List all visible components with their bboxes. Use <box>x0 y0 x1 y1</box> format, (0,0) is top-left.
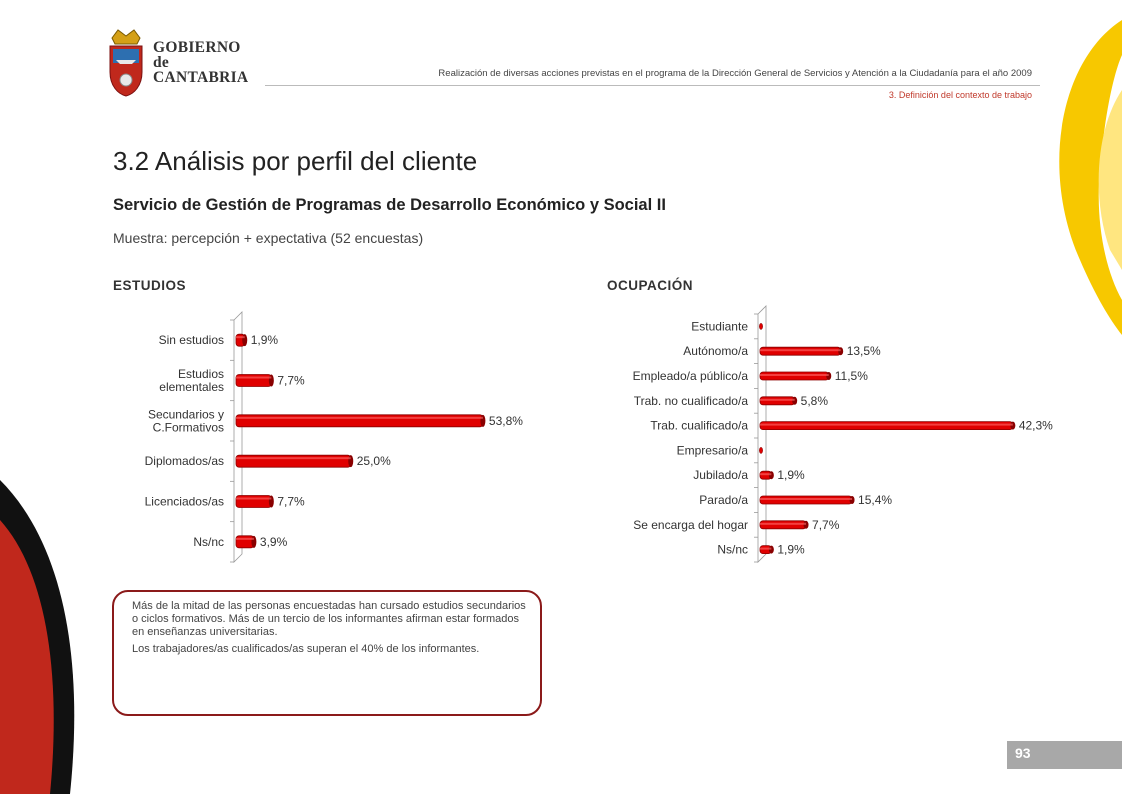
category-label <box>159 367 224 394</box>
value-label: 7,7% <box>812 517 840 532</box>
logo-line-3: CANTABRIA <box>153 69 249 86</box>
bar-end-cap <box>769 471 774 479</box>
bar <box>236 375 271 387</box>
bar-highlight <box>236 457 351 459</box>
bar-highlight <box>760 374 829 376</box>
bar <box>236 536 254 548</box>
coat-of-arms-logo <box>104 28 148 98</box>
ocupacion-bar-chart <box>600 300 1080 568</box>
bar <box>760 347 841 355</box>
bar-highlight <box>760 349 841 351</box>
category-label-line: Jubilado/a <box>693 468 748 483</box>
category-label-line: Empleado/a público/a <box>632 369 748 383</box>
page-title: 3.2 Análisis por perfil del cliente <box>113 146 478 176</box>
bar-end-cap <box>348 455 353 467</box>
category-label <box>699 493 748 507</box>
category-label <box>677 443 749 457</box>
category-label <box>193 535 224 549</box>
section-breadcrumb: 3. Definición del contexto de trabajo <box>888 90 1032 100</box>
category-label <box>633 518 748 532</box>
bar-highlight <box>760 548 771 550</box>
value-label: 7,7% <box>277 373 305 388</box>
category-label <box>148 407 224 434</box>
category-label-line: Ns/nc <box>193 534 224 549</box>
bar-highlight <box>236 377 271 379</box>
value-label: 7,7% <box>277 494 305 509</box>
summary-note-box <box>112 590 542 716</box>
logo-line-2: de <box>153 54 170 71</box>
value-label: 1,9% <box>250 333 279 348</box>
bar <box>236 415 483 427</box>
category-label-line: Secundarios y <box>147 407 224 422</box>
estudios-bar-chart <box>110 300 550 570</box>
category-label-line: Empresario/a <box>676 443 748 458</box>
category-label <box>650 419 748 433</box>
bar-end-cap <box>269 375 274 387</box>
bar-highlight <box>236 417 483 419</box>
category-label-line: Estudiante <box>691 319 748 334</box>
bar-end-cap <box>1010 422 1015 430</box>
category-label-line: Ns/nc <box>717 542 748 557</box>
bar <box>236 496 271 508</box>
bar-highlight <box>760 523 806 525</box>
value-label: 13,5% <box>846 344 881 359</box>
category-label <box>633 369 749 383</box>
document-title: Realización de diversas acciones previstas en el programa de la Dirección General de Servicios y Atención a la Ciudadanía para el año 2009 <box>438 68 1032 79</box>
red-arc-decoration <box>0 480 90 794</box>
category-label <box>145 454 224 468</box>
value-label: 53,8% <box>488 413 523 428</box>
category-label <box>159 333 224 347</box>
value-label: 1,9% <box>777 542 805 557</box>
category-label <box>717 543 748 557</box>
category-label-line: Diplomados/as <box>144 454 224 469</box>
category-label-line: Sin estudios <box>158 333 224 348</box>
header-divider <box>265 85 1040 86</box>
category-label-line: Estudios <box>177 367 224 381</box>
category-label-line: Se encarga del hogar <box>633 517 748 532</box>
page-number: 93 <box>1015 745 1031 761</box>
bar-highlight <box>236 538 254 540</box>
bar-end-cap <box>838 347 843 355</box>
category-label-line: C.Formativos <box>152 420 224 435</box>
bar-highlight <box>760 498 852 500</box>
bar-zero <box>759 323 762 329</box>
value-label: 5,8% <box>800 393 829 408</box>
category-label <box>693 468 748 482</box>
category-label-line: Trab. no cualificado/a <box>633 393 748 408</box>
service-title: Servicio de Gestión de Programas de Desarrollo Económico y Social II <box>113 196 666 214</box>
category-label-line: Autónomo/a <box>683 344 748 359</box>
bar-zero <box>759 447 762 453</box>
category-label <box>634 394 749 408</box>
value-label: 3,9% <box>259 534 288 549</box>
summary-paragraph-1: Más de la mitad de las personas encuestadas han cursado estudios secundarios o ciclos formativos. Más de un tercio de los informantes afirman estar formados en enseñanzas universitarias. <box>132 600 526 638</box>
bar-highlight <box>236 336 245 338</box>
sample-description: Muestra: percepción + expectativa (52 encuestas) <box>113 230 424 246</box>
category-label-line: Parado/a <box>699 493 748 507</box>
government-logo-text <box>153 40 248 85</box>
category-label-line: elementales <box>159 380 224 394</box>
bar <box>236 455 351 467</box>
category-label-line: Licenciados/as <box>144 494 224 509</box>
bar <box>760 422 1013 430</box>
bar-highlight <box>236 498 271 500</box>
bar-end-cap <box>269 496 274 508</box>
value-label: 11,5% <box>834 369 868 383</box>
estudios-chart-title: ESTUDIOS <box>113 278 187 293</box>
bar-highlight <box>760 424 1013 426</box>
bar-highlight <box>760 473 771 475</box>
summary-paragraph-2: Los trabajadores/as cualificados/as superan el 40% de los informantes. <box>132 643 480 655</box>
value-label: 42,3% <box>1018 418 1053 433</box>
chart-axis-wall <box>234 312 242 562</box>
category-label <box>145 495 224 509</box>
bar-highlight <box>760 399 795 401</box>
bar-end-cap <box>251 536 256 548</box>
value-label: 15,4% <box>858 493 893 507</box>
bar-end-cap <box>242 334 247 346</box>
bar-end-cap <box>480 415 485 427</box>
category-label <box>691 319 748 333</box>
ocupacion-chart-title: OCUPACIÓN <box>607 278 694 293</box>
category-label <box>683 344 748 358</box>
value-label: 25,0% <box>356 454 391 469</box>
category-label-line: Trab. cualificado/a <box>650 418 748 433</box>
logo-line-1: GOBIERNO <box>153 39 241 56</box>
value-label: 1,9% <box>777 468 805 483</box>
